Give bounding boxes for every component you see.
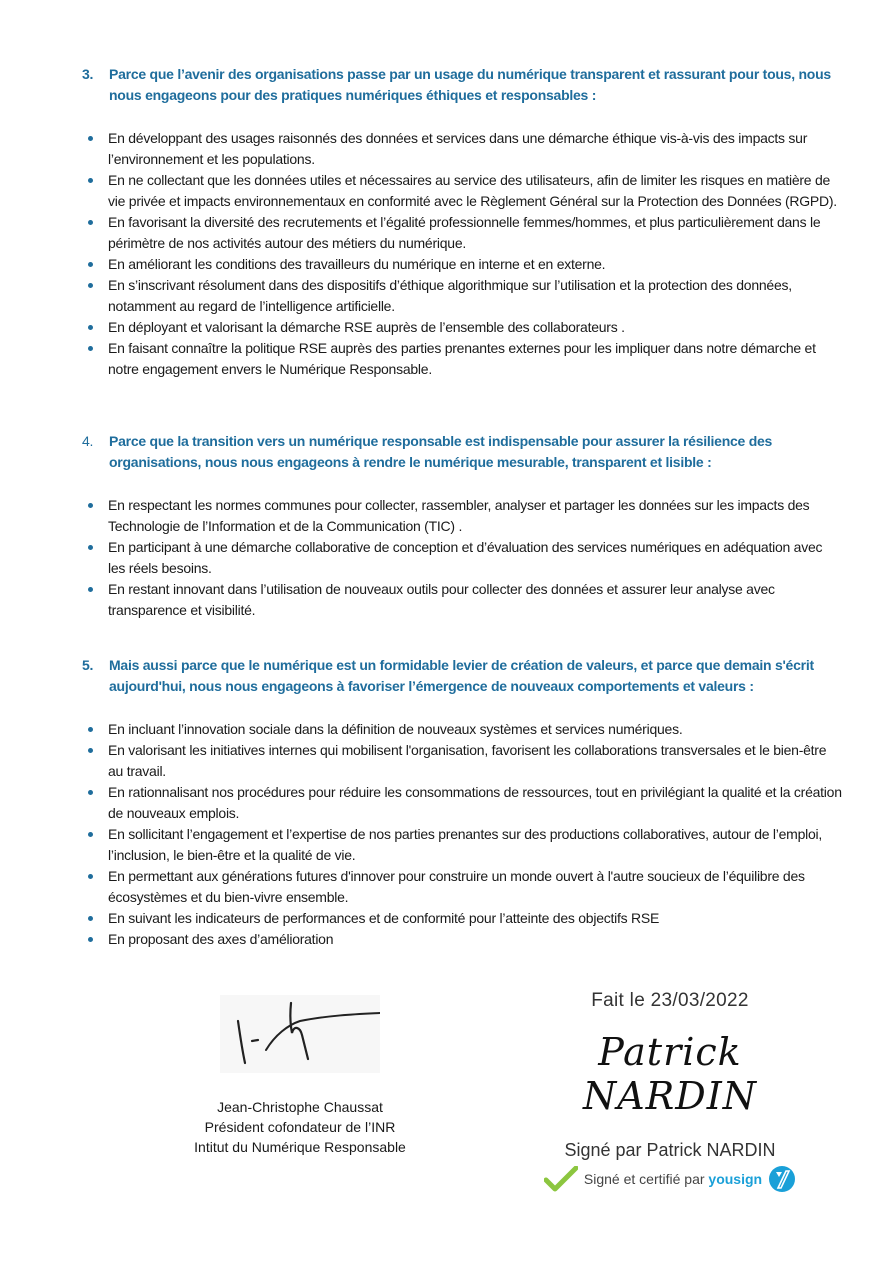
list-item: En ne collectant que les données utiles et nécessaires au service des utilisateurs, afin de limiter les risques en matière de vie privée et impacts environnementaux en conformité avec le Règlement Général sur la Protection des Données (RGPD). bbox=[82, 170, 842, 212]
section-heading bbox=[82, 64, 842, 106]
bullet-icon bbox=[88, 832, 93, 837]
list-item: En s’inscrivant résolument dans des dispositifs d’éthique algorithmique sur l’utilisation et la protection des données, notamment au regard de l’intelligence artificielle. bbox=[82, 275, 842, 317]
signature-scribble-icon bbox=[220, 995, 380, 1073]
signer-title: Président cofondateur de l’INR bbox=[204, 1119, 396, 1135]
bullet-icon bbox=[88, 503, 93, 508]
list-item: En faisant connaître la politique RSE auprès des parties prenantes externes pour les impliquer dans notre démarche et notre engagement envers le Numérique Responsable. bbox=[82, 338, 842, 380]
bullet-list bbox=[82, 128, 842, 380]
section-heading-text: Parce que l’avenir des organisations passe par un usage du numérique transparent et rassurant pour tous, nous nous engageons pour des pratiques numériques éthiques et responsables : bbox=[109, 66, 831, 103]
section-heading-text: Parce que la transition vers un numérique responsable est indispensable pour assurer la résilience des organisations, nous nous engageons à rendre le numérique mesurable, transparent et lisible : bbox=[109, 433, 773, 470]
section-3 bbox=[82, 64, 842, 380]
bullet-icon bbox=[88, 262, 93, 267]
bullet-icon bbox=[88, 874, 93, 879]
section-5 bbox=[82, 655, 842, 950]
list-item: En suivant les indicateurs de performances et de conformité pour l’atteinte des objectifs RSE bbox=[82, 908, 842, 929]
list-item: En sollicitant l’engagement et l’expertise de nos parties prenantes sur des productions collaboratives, autour de l’emploi, l’inclusion, le bien-être et la qualité de vie. bbox=[82, 824, 842, 866]
bullet-icon bbox=[88, 545, 93, 550]
signed-by-text: Signé par Patrick NARDIN bbox=[564, 1140, 776, 1160]
bullet-icon bbox=[88, 587, 93, 592]
bullet-list bbox=[82, 495, 842, 621]
list-item: En favorisant la diversité des recrutements et l’égalité professionnelle femmes/hommes, et plus particulièrement dans le périmètre de nos activités autour des métiers du numérique. bbox=[82, 212, 842, 254]
section-heading bbox=[82, 431, 842, 473]
list-item: En valorisant les initiatives internes qui mobilisent l'organisation, favorisent les collaborations transversales et le bien-être au travail. bbox=[82, 740, 842, 782]
list-item: En proposant des axes d’amélioration bbox=[82, 929, 842, 950]
bullet-icon bbox=[88, 346, 93, 351]
bullet-list bbox=[82, 719, 842, 950]
bullet-icon bbox=[88, 727, 93, 732]
bullet-icon bbox=[88, 937, 93, 942]
yousign-brand: yousign bbox=[708, 1171, 763, 1187]
list-item: En améliorant les conditions des travailleurs du numérique en interne et en externe. bbox=[82, 254, 842, 275]
bullet-icon bbox=[88, 283, 93, 288]
bullet-icon bbox=[88, 748, 93, 753]
section-heading bbox=[82, 655, 842, 697]
bullet-icon bbox=[88, 136, 93, 141]
green-check-icon bbox=[544, 1166, 578, 1192]
list-item: En respectant les normes communes pour collecter, rassembler, analyser et partager les données sur les impacts des Technologie de l’Information et de la Communication (TIC) . bbox=[82, 495, 842, 537]
list-item: En incluant l’innovation sociale dans la définition de nouveaux systèmes et services numériques. bbox=[82, 719, 842, 740]
signature-block-right bbox=[510, 990, 810, 1193]
yousign-logo-icon bbox=[768, 1165, 796, 1193]
bullet-icon bbox=[88, 916, 93, 921]
signer-organization: Intitut du Numérique Responsable bbox=[194, 1139, 406, 1155]
section-4 bbox=[82, 431, 842, 621]
section-number: 3. bbox=[82, 66, 94, 82]
list-item: En permettant aux générations futures d'innover pour construire un monde ouvert à l'autre soucieux de l’équilibre des écosystèmes et du bien-vivre ensemble. bbox=[82, 866, 842, 908]
list-item: En développant des usages raisonnés des données et services dans une démarche éthique vis-à-vis des impacts sur l’environnement et les populations. bbox=[82, 128, 842, 170]
list-item: En rationnalisant nos procédures pour réduire les consommations de ressources, tout en privilégiant la qualité et la création de nouveaux emplois. bbox=[82, 782, 842, 824]
certification-line bbox=[530, 1165, 810, 1193]
signature-date: Fait le 23/03/2022 bbox=[591, 990, 749, 1011]
cursive-signature: Patrick NARDIN bbox=[582, 1030, 758, 1118]
section-heading-text: Mais aussi parce que le numérique est un formidable levier de création de valeurs, et parce que demain s'écrit aujourd'hui, nous nous engageons à favoriser l’émergence de nouveaux comportements et valeurs : bbox=[109, 657, 814, 694]
signature-block-left bbox=[170, 995, 430, 1157]
handwritten-signature-image bbox=[220, 995, 380, 1073]
bullet-icon bbox=[88, 178, 93, 183]
bullet-icon bbox=[88, 325, 93, 330]
bullet-icon bbox=[88, 220, 93, 225]
signer-name: Jean-Christophe Chaussat bbox=[217, 1099, 383, 1115]
section-number: 4. bbox=[82, 433, 94, 449]
bullet-icon bbox=[88, 790, 93, 795]
certified-text: Signé et certifié par yousign bbox=[583, 1171, 763, 1187]
list-item: En restant innovant dans l’utilisation de nouveaux outils pour collecter des données et assurer leur analyse avec transparence et visibilité. bbox=[82, 579, 842, 621]
list-item: En participant à une démarche collaborative de conception et d’évaluation des services numériques en adéquation avec les réels besoins. bbox=[82, 537, 842, 579]
list-item: En déployant et valorisant la démarche RSE auprès de l’ensemble des collaborateurs . bbox=[82, 317, 842, 338]
section-number: 5. bbox=[82, 657, 94, 673]
